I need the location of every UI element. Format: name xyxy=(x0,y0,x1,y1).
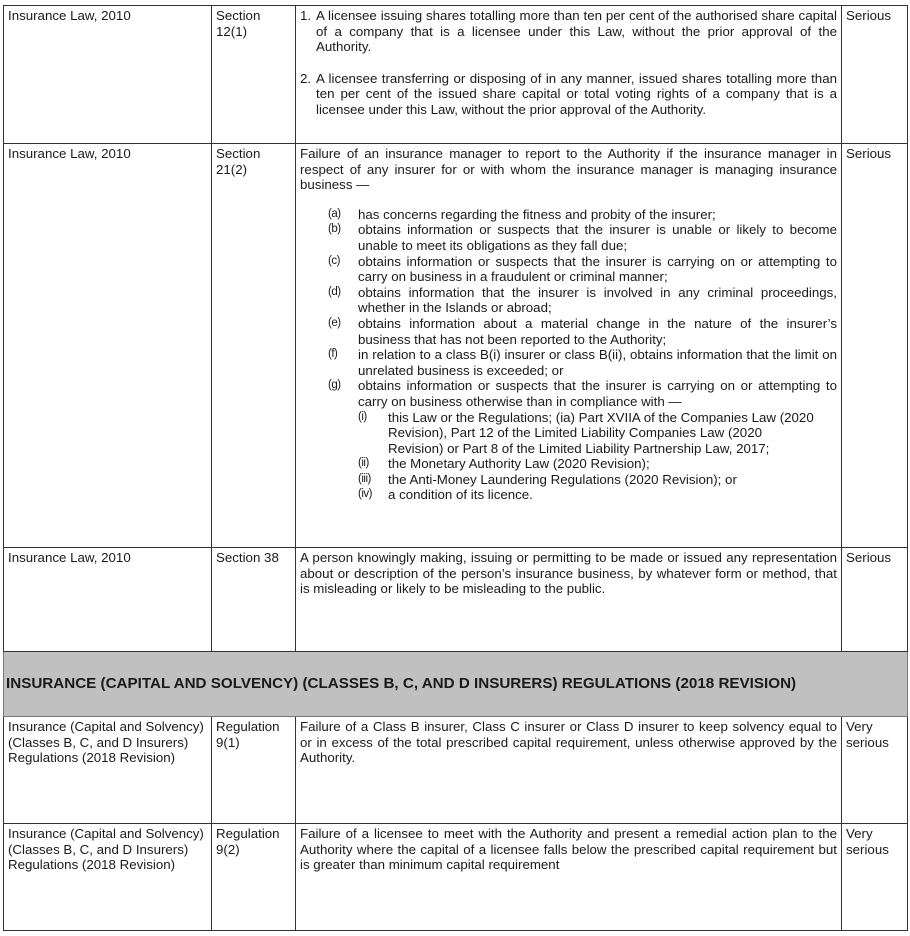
item-text: obtains information or suspects that the insurer is unable or likely to become unable to meet its obligations as they fall due; xyxy=(358,222,837,253)
section-cell: Section 12(1) xyxy=(212,6,296,144)
law-cell: Insurance Law, 2010 xyxy=(4,144,212,548)
item-text: the Anti-Money Laundering Regulations (2020 Revision); or xyxy=(388,471,737,487)
item-text: in relation to a class B(i) insurer or class B(ii), obtains information that the limit on unrelated business is exceeded; or xyxy=(358,347,837,378)
item-text: obtains information or suspects that the insurer is carrying on or attempting to carry on business in a fraudulent or criminal manner; xyxy=(358,253,837,285)
list-item xyxy=(328,378,837,503)
description-cell: A person knowingly making, issuing or permitting to be made or issued any representation about or description of the person’s insurance business, by whatever form or method, that is misleading or likely to be misleading to the public. xyxy=(296,548,842,652)
item-marker: (d) xyxy=(328,285,341,298)
description-cell xyxy=(296,144,842,548)
severity-cell: Serious xyxy=(842,548,908,652)
item-marker: (g) xyxy=(328,379,341,392)
item-marker: (a) xyxy=(328,207,341,220)
description-cell: Failure of a Class B insurer, Class C insurer or Class D insurer to keep solvency equal to or in excess of the total prescribed capital requirement, unless otherwise approved by the Authority. xyxy=(296,717,842,824)
item-number: 2. xyxy=(300,70,312,86)
item-marker: (b) xyxy=(328,223,341,236)
list-item xyxy=(358,410,837,457)
item-text: has concerns regarding the fitness and probity of the insurer; xyxy=(358,206,716,222)
list-item xyxy=(300,71,837,118)
item-text: A licensee transferring or disposing of in any manner, issued shares totalling more than ten per cent of the issued share capital or total voting rights of a company that is a licensee under this Law, without the prior approval of the Authority. xyxy=(316,70,837,117)
item-text: A licensee issuing shares totalling more than ten per cent of the authorised share capital of a company that is a licensee under this Law, without the prior approval of the Authority. xyxy=(316,8,837,55)
table-row xyxy=(4,548,908,652)
item-text: obtains information or suspects that the insurer is carrying on or attempting to carry on business otherwise than in compliance with — xyxy=(358,378,837,409)
item-marker: (iii) xyxy=(358,472,371,485)
table-row xyxy=(4,144,908,548)
description-cell xyxy=(296,6,842,144)
law-cell: Insurance (Capital and Solvency) (Classes B, C, and D Insurers) Regulations (2018 Revision) xyxy=(4,824,212,931)
description-cell: Failure of a licensee to meet with the Authority and present a remedial action plan to the Authority where the capital of a licensee falls below the prescribed capital requirement but is greater than minimum capital requirement xyxy=(296,824,842,931)
section-cell: Section 21(2) xyxy=(212,144,296,548)
list-item xyxy=(300,8,837,55)
lettered-list xyxy=(300,207,837,503)
table-row xyxy=(4,717,908,824)
breaches-table xyxy=(3,5,908,931)
list-item xyxy=(328,207,837,223)
item-marker: (i) xyxy=(358,410,367,423)
list-item xyxy=(328,222,837,253)
table-row xyxy=(4,6,908,144)
item-marker: (f) xyxy=(328,348,338,361)
item-text: obtains information about a material change in the nature of the insurer’s business that has not been reported to the Authority; xyxy=(358,315,837,347)
item-marker: (e) xyxy=(328,316,341,329)
section-heading: INSURANCE (CAPITAL AND SOLVENCY) (CLASSES B, C, AND D INSURERS) REGULATIONS (2018 REVISION) xyxy=(4,652,908,717)
list-item xyxy=(358,456,837,472)
severity-cell: Serious xyxy=(842,6,908,144)
item-text: obtains information that the insurer is involved in any criminal proceedings, whether in the Islands or abroad; xyxy=(358,284,837,316)
numbered-list xyxy=(300,8,837,118)
severity-cell: Very serious xyxy=(842,717,908,824)
law-cell: Insurance (Capital and Solvency) (Classes B, C, and D Insurers) Regulations (2018 Revision) xyxy=(4,717,212,824)
item-marker: (c) xyxy=(328,254,340,267)
section-cell: Regulation 9(1) xyxy=(212,717,296,824)
list-item xyxy=(328,285,837,316)
severity-cell: Serious xyxy=(842,144,908,548)
table-row xyxy=(4,824,908,931)
severity-cell: Very serious xyxy=(842,824,908,931)
law-cell: Insurance Law, 2010 xyxy=(4,548,212,652)
item-number: 1. xyxy=(300,8,312,23)
item-text: this Law or the Regulations; (ia) Part XVIIA of the Companies Law (2020 Revision), Part 12 of the Limited Liability Companies Law (2020 Revision) or Part 8 of the Limited Liability Partnership Law, 2017; xyxy=(388,409,814,456)
list-item xyxy=(358,487,837,503)
list-item xyxy=(358,472,837,488)
list-item xyxy=(328,254,837,285)
section-cell: Section 38 xyxy=(212,548,296,652)
list-item xyxy=(328,347,837,378)
list-item xyxy=(328,316,837,347)
item-text: a condition of its licence. xyxy=(388,487,533,503)
item-marker: (ii) xyxy=(358,457,369,470)
item-text: the Monetary Authority Law (2020 Revision); xyxy=(388,456,650,472)
section-header-row xyxy=(4,652,908,717)
law-cell: Insurance Law, 2010 xyxy=(4,6,212,144)
item-marker: (iv) xyxy=(358,488,372,501)
roman-list xyxy=(358,410,837,504)
description-intro: Failure of an insurance manager to report to the Authority if the insurance manager in respect of any insurer for or with whom the insurance manager is managing insurance business — xyxy=(300,146,837,193)
section-cell: Regulation 9(2) xyxy=(212,824,296,931)
